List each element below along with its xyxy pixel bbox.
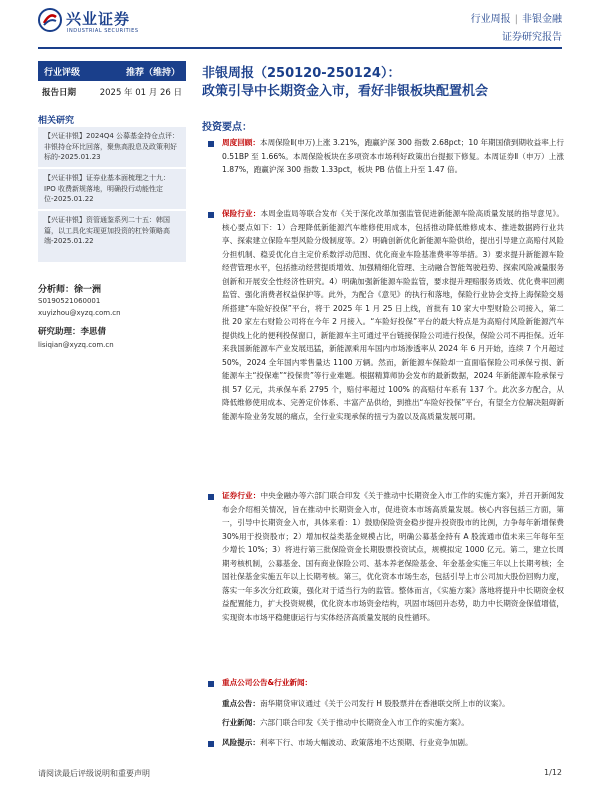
- report-title-line2: 政策引导中长期资金入市，看好非银板块配置机会: [202, 84, 489, 99]
- key-points-heading: 投资要点：: [202, 122, 252, 133]
- analyst-email[interactable]: xuyizhou@xyzq.com.cn: [38, 309, 121, 317]
- related-link[interactable]: 【兴证非银】2024Q4 公募基金持仓点评：非银持仓环比回落，聚焦高股息及政策利好标的-2025.01.23: [44, 132, 180, 161]
- securities-text: 中央金融办等六部门联合印发《关于推动中长期资金入市工作的实施方案》，并召开新闻发布会介绍相关情况，旨在推动中长期资金入市，促进资本市场高质量发展。核心内容包括三方面，第一，引导中长期资金入市，具体来看：1）鼓励保险资金稳步提升投资股市的比例，力争每年新增保费 30%用于投资股市；2）增加权益类基金规模占比，明确公募基金持有 A 股流通市值未来三年每年至少增长 10%；3）将进行第三批保险资金长期股票投资试点，规模拟定 1000 亿元。第二，建立长周期考核机制，公募基金、国有商业保险公司、基本养老保险基金、年金基金实施三年以上长期考核；全国社保基金实施五年以上长期考核。第三，优化资本市场生态，包括引导上市公司加大股份回购力度，落实一年多次分红政策，强化对于适当行为的监管。整体而言，《实施方案》落地将提升中长期资金权益配置能力，扩大投资规模，优化资本市场资金结构，巩固市场回升态势，助力中长期资金保值增值，实现资本市场平稳健康运行与实体经济高质量发展的良性循环。: [222, 491, 564, 622]
- brand-logo: [38, 8, 168, 44]
- page-number: 1/12: [544, 768, 562, 777]
- securities-paragraph: [222, 489, 564, 624]
- report-type-tags: 行业周报 | 非银金融: [470, 14, 562, 25]
- related-link[interactable]: 【兴证非银】资管通鉴系列二十五：韩国篇，以工具化实现更加投资的杠铃策略高端-2025.01.22: [44, 216, 170, 245]
- brand-name: 兴业证券: [66, 10, 131, 28]
- header-divider: [38, 47, 562, 49]
- related-research-title: 相关研究: [38, 113, 186, 129]
- insurance-paragraph: [222, 207, 564, 423]
- weekly-review-keyword: 周度回顾：: [222, 138, 260, 147]
- disclaimer-note: 请阅读最后评级说明和重要声明: [38, 769, 150, 778]
- news-heading-paragraph: [222, 676, 564, 690]
- date-label: 报告日期: [42, 88, 77, 98]
- related-item[interactable]: [38, 169, 186, 209]
- announcement-text: 南华期货审议通过《关于公司发行 H 股股票并在香港联交所上市的议案》。: [259, 699, 510, 708]
- insurance-text: 本周金监局等联合发布《关于深化改革加强监管促进新能源车险高质量发展的指导意见》。核心要点如下：1）合理降低新能源汽车维修使用成本，包括推动降低维修成本、推进数据跨行业共享、探索建立保险车型风险分级制度等。2）明确创新优化新能源车险供给，提出引导建立高赔付风险分担机制、稳妥优化自主定价系数浮动范围、优化商业车险基准费率等举措。3）要求提升新能源车险经营管理水平，包括推动经营提质增效、加强精细化管理、主动融合智能驾驶趋势、探索风险减量服务创新和开展安全性经济性研究。4）明确加强新能源车险监管，要求提升理赔服务质效、优化费率回溯监管、强化消费者权益保护等。此外，为配合《意见》的执行和落地，保险行业协会支持上海保险交易所搭建“车险好投保”平台，将于 2025 年 1 月 25 日上线，首批有 10 家大中型财险公司接入，第二批 20 家左右财险公司将在今年 2 月接入。“车险好投保”平台的最大特点是为高赔付风险新能源汽车提供线上化的便利投保窗口，新能源车主可通过平台链接保险公司进行投保，保险公司不再拒保。近年来我国新能源车产业发展迅猛，新能源乘用车国内市场渗透率从 2024 年 6 月开始，连续 7 个月超过 50%，2024 全年国内零售量达 1100 万辆。然而，新能源车保险却一直面临保险公司承保亏损、新能源车主“投保难”“投保贵”等行业难题。根据精算师协会发布的最新数据，2024 年新能源车险承保亏损 57 亿元，共承保车系 2795 个，赔付率超过 100% 的高赔付车系有 137 个。此次多方配合，从降低维修使用成本、完善定价体系、丰富产品供给，到推出“车险好投保”平台，有望全方位解决阻碍新能源车险业务发展的痛点，全行业实现承保的扭亏为盈以及高质量发展可期。: [222, 209, 564, 421]
- analyst-title: 分析师：徐一洲: [38, 285, 102, 295]
- analyst-cert: S0190521060001: [38, 297, 101, 305]
- news-keyword: 重点公司公告&行业新闻：: [222, 678, 313, 687]
- weekly-review-paragraph: [222, 136, 564, 177]
- bullet-icon: [208, 212, 214, 218]
- announcement-label: 重点公告：: [222, 699, 260, 708]
- industry-news: [222, 716, 564, 730]
- assistant-email[interactable]: lisiqian@xyzq.com.cn: [38, 341, 114, 349]
- risk-paragraph: [222, 736, 564, 750]
- logo-icon: [38, 8, 62, 32]
- bullet-icon: [208, 741, 214, 747]
- bullet-icon: [208, 681, 214, 687]
- industry-news-label: 行业新闻：: [222, 718, 260, 727]
- date-value: 2025 年 01 月 26 日: [99, 88, 182, 98]
- industry-news-text: 六部门联合印发《关于推动中长期资金入市工作的实施方案》。: [259, 718, 469, 727]
- weekly-review-text: 本周保险Ⅱ(申万)上涨 3.21%，跑赢沪深 300 指数 2.68pct；10 年期国债到期收益率上行 0.51BP 至 1.66%。本周保险板块在多项资本市场利好政策出台提振下修复。本周证券Ⅱ（申万）上涨 1.87%，跑赢沪深 300 指数 1.33pct，板块 PB 估值上升至 1.47 倍。: [222, 138, 565, 174]
- assistant-title: 研究助理：李思倩: [38, 327, 107, 337]
- company-announcement: [222, 697, 564, 711]
- securities-keyword: 证券行业：: [222, 491, 261, 500]
- tag-weekly: 行业周报: [470, 14, 511, 25]
- brand-name-en: INDUSTRIAL SECURITIES: [67, 28, 139, 34]
- insurance-keyword: 保险行业：: [222, 209, 261, 218]
- report-category: 证券研究报告: [502, 32, 562, 43]
- industry-rating: [38, 61, 186, 81]
- risk-text: 利率下行、市场大幅波动、政策落地不达预期、行业竞争加剧。: [259, 738, 473, 747]
- rating-label: 行业评级: [44, 68, 81, 78]
- bullet-icon: [208, 494, 214, 500]
- related-item[interactable]: [38, 211, 186, 262]
- tag-sector: 非银金融: [522, 14, 562, 25]
- report-title-line1: 非银周报（250120-250124）：: [202, 66, 401, 81]
- related-item[interactable]: [38, 127, 186, 167]
- rating-value: 推荐（维持）: [125, 68, 180, 78]
- risk-label: 风险提示：: [222, 738, 260, 747]
- bullet-icon: [208, 141, 214, 147]
- related-link[interactable]: 【兴证非银】证券业基本面梳理之十九：IPO 收费新规落地，明确投行动能性定位-2025.01.22: [44, 174, 170, 203]
